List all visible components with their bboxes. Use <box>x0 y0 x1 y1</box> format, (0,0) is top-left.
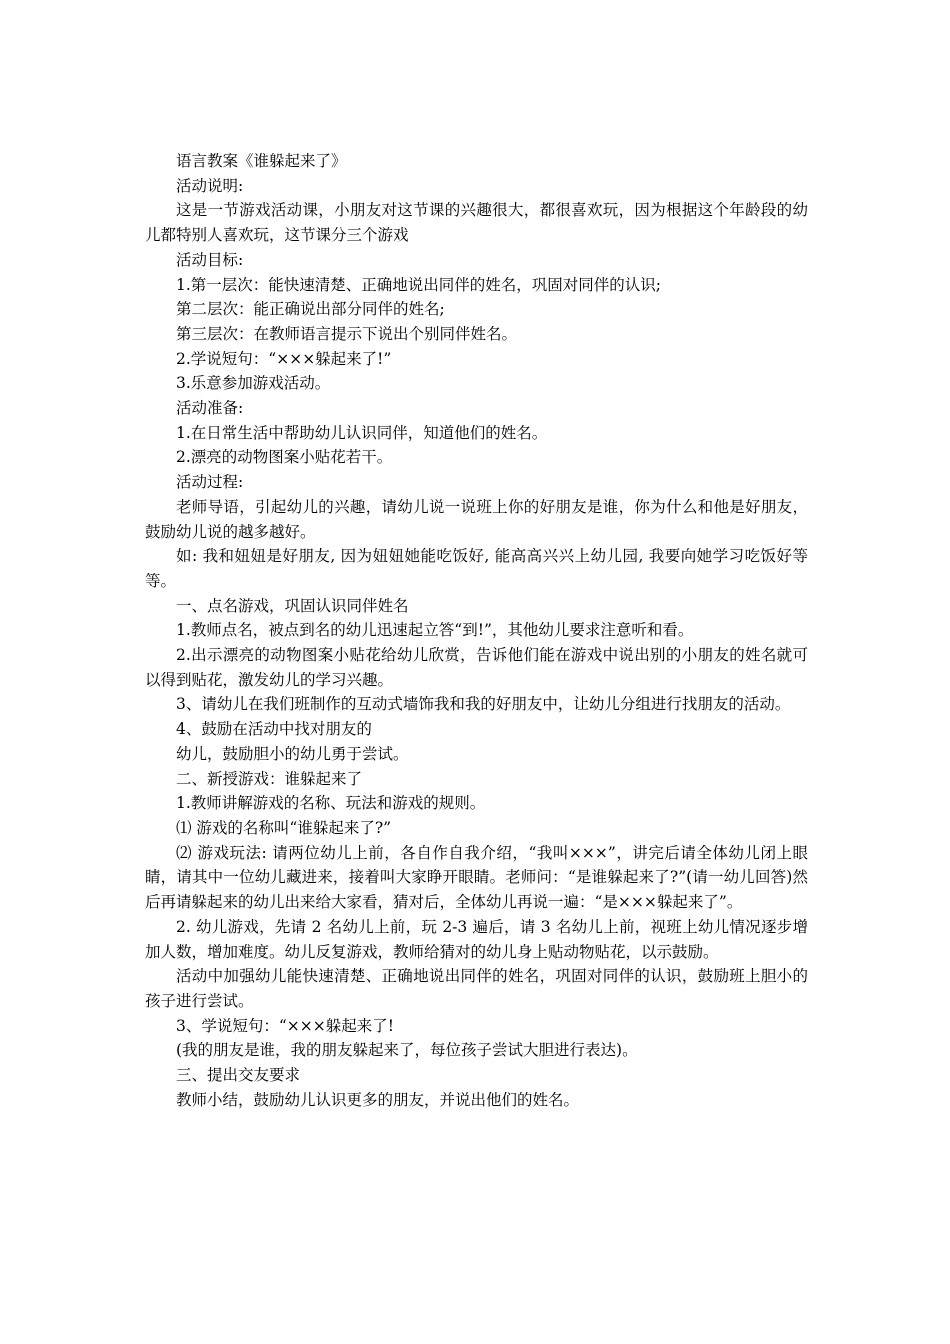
document-title: 语言教案《谁躲起来了》 <box>176 152 347 170</box>
paragraph: 2.漂亮的动物图案小贴花若干。 <box>176 448 393 467</box>
section-heading: 活动准备: <box>176 399 244 418</box>
paragraph: 这是一节游戏活动课，小朋友对这节课的兴趣很大，都很喜欢玩，因为根据这个年龄段的幼儿都特别人喜欢玩，这节课分三个游戏 <box>145 201 808 245</box>
section-heading: 三、提出交友要求 <box>176 1066 301 1085</box>
section-heading: 活动过程: <box>176 473 244 492</box>
paragraph: ⑵ 游戏玩法: 请两位幼儿上前，各自作自我介绍，“我叫×××”，讲完后请全体幼儿闭上眼睛，请其中一位幼儿藏进来，接着叫大家睁开眼睛。老师问：“是谁躲起来了?”(请一幼儿回答)然后再请躲起来的幼儿出来给大家看，猜对后，全体幼儿再说一遍：“是×××躲起来了”。 <box>145 843 808 912</box>
document-body <box>145 149 808 1112</box>
paragraph: 2. 幼儿游戏，先请 2 名幼儿上前，玩 2-3 遍后，请 3 名幼儿上前，视班上幼儿情况逐步增加人数，增加难度。幼儿反复游戏，教师给猜对的幼儿身上贴动物贴花，以示鼓励。 <box>145 917 808 961</box>
paragraph: 2.学说短句：“×××躲起来了!” <box>176 349 392 368</box>
paragraph: 1.在日常生活中帮助幼儿认识同伴，知道他们的姓名。 <box>176 423 548 442</box>
paragraph: 4、鼓励在活动中找对朋友的 <box>176 720 372 739</box>
paragraph: 3、学说短句：“×××躲起来了! <box>176 1016 394 1035</box>
paragraph: 第二层次：能正确说出部分同伴的姓名; <box>176 300 445 319</box>
paragraph: 第三层次：在教师语言提示下说出个别同伴姓名。 <box>176 324 518 343</box>
paragraph: 活动中加强幼儿能快速清楚、正确地说出同伴的姓名，巩固对同伴的认识，鼓励班上胆小的孩子进行尝试。 <box>145 967 808 1010</box>
section-heading: 活动目标: <box>176 250 244 269</box>
paragraph: 幼儿，鼓励胆小的幼儿勇于尝试。 <box>176 744 409 763</box>
paragraph: 3、请幼儿在我们班制作的互动式墙饰我和我的好朋友中，让幼儿分组进行找朋友的活动。 <box>176 695 791 714</box>
paragraph: ⑴ 游戏的名称叫“谁躲起来了?” <box>176 818 392 837</box>
paragraph: 2.出示漂亮的动物图案小贴花给幼儿欣赏，告诉他们能在游戏中说出别的小朋友的姓名就可以得到贴花，激发幼儿的学习兴趣。 <box>145 646 808 689</box>
paragraph: 教师小结，鼓励幼儿认识更多的朋友，并说出他们的姓名。 <box>176 1090 580 1109</box>
paragraph: 1.第一层次：能快速清楚、正确地说出同伴的姓名，巩固对同伴的认识; <box>176 275 662 294</box>
paragraph: 如: 我和妞妞是好朋友, 因为妞妞她能吃饭好, 能高高兴兴上幼儿园, 我要向她学习吃饭好等等。 <box>145 547 808 590</box>
section-heading: 一、点名游戏，巩固认识同伴姓名 <box>176 596 409 615</box>
section-heading: 二、新授游戏：谁躲起来了 <box>176 769 363 788</box>
paragraph: 1.教师点名，被点到名的幼儿迅速起立答“到!”，其他幼儿要求注意听和看。 <box>176 621 694 640</box>
section-heading: 活动说明: <box>176 176 244 195</box>
paragraph: (我的朋友是谁，我的朋友躲起来了，每位孩子尝试大胆进行表达)。 <box>176 1041 638 1060</box>
paragraph: 1.教师讲解游戏的名称、玩法和游戏的规则。 <box>176 794 486 813</box>
paragraph: 3.乐意参加游戏活动。 <box>176 374 331 393</box>
paragraph: 老师导语，引起幼儿的兴趣，请幼儿说一说班上你的好朋友是谁，你为什么和他是好朋友，鼓励幼儿说的越多越好。 <box>145 497 808 541</box>
